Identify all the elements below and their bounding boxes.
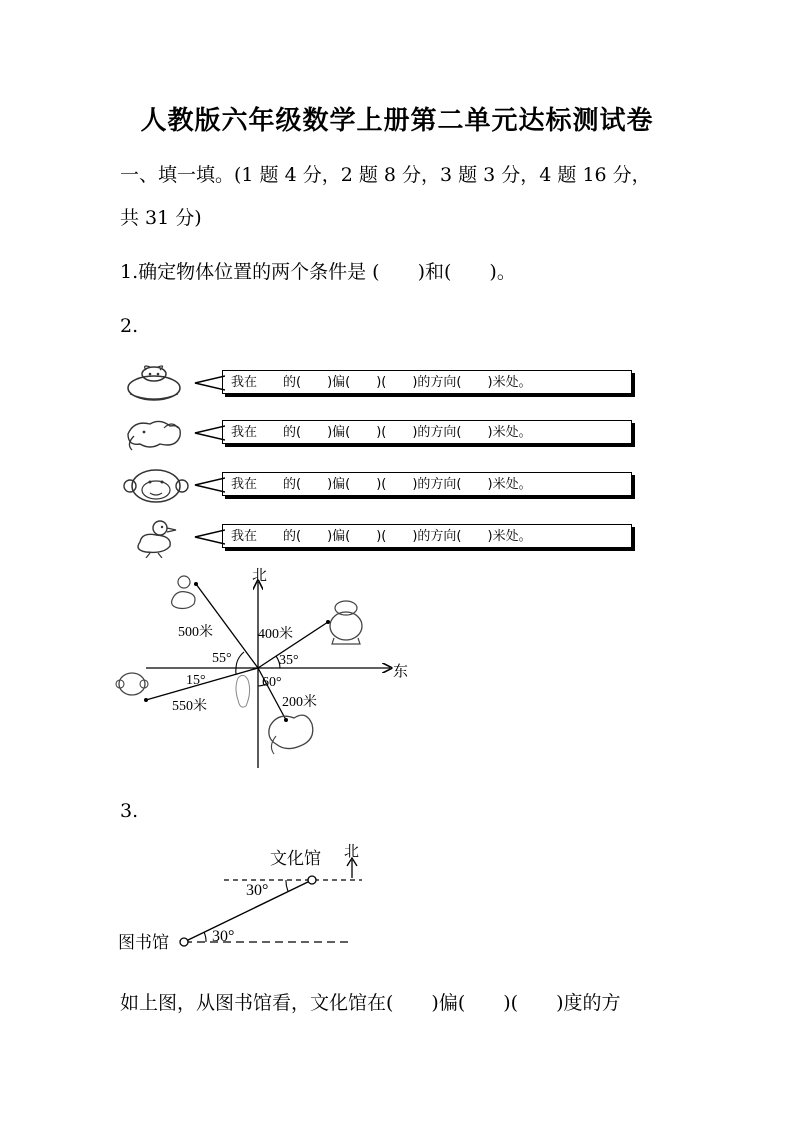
elephant-distance-label: 200米 bbox=[282, 695, 317, 710]
duck-angle-label: 55° bbox=[212, 651, 232, 666]
library-label: 图书馆 bbox=[118, 933, 169, 952]
question-2-number: 2. bbox=[120, 315, 139, 337]
speech-bubble: 我在 的( )偏( )( )的方向( )米处。 bbox=[222, 370, 632, 394]
angle-bottom-label: 30° bbox=[212, 928, 235, 945]
bubble-row-duck bbox=[118, 518, 638, 558]
rabbit-distance-label: 400米 bbox=[258, 627, 293, 642]
duck-icon bbox=[172, 576, 195, 609]
culture-hall-marker bbox=[308, 876, 316, 884]
squirrel-icon bbox=[236, 675, 250, 707]
bubble-tail bbox=[193, 526, 225, 548]
rabbit-icon bbox=[330, 601, 362, 644]
monkey-icon bbox=[116, 673, 148, 695]
section-heading-line2: 共 31 分) bbox=[120, 207, 202, 229]
elephant-icon bbox=[120, 414, 190, 454]
bubble-row-elephant bbox=[118, 414, 638, 454]
monkey-icon bbox=[120, 466, 190, 506]
rabbit-icon bbox=[120, 364, 190, 404]
speech-bubble: 我在 的( )偏( )( )的方向( )米处。 bbox=[222, 472, 632, 496]
angle-top-label: 30° bbox=[246, 882, 269, 899]
question-3-text: 如上图，从图书馆看，文化馆在( )偏( )( )度的方 bbox=[120, 992, 621, 1014]
page-title: 人教版六年级数学上册第二单元达标测试卷 bbox=[140, 106, 654, 136]
duck-icon bbox=[120, 518, 190, 558]
section-heading-line1: 一、填一填。(1 题 4 分，2 题 8 分，3 题 3 分，4 题 16 分， bbox=[120, 164, 651, 186]
culture-hall-label: 文化馆 bbox=[270, 849, 321, 868]
speech-bubble: 我在 的( )偏( )( )的方向( )米处。 bbox=[222, 420, 632, 444]
bubble-tail bbox=[193, 422, 225, 444]
direction-diagram bbox=[0, 560, 794, 780]
question-1: 1.确定物体位置的两个条件是 ( )和( )。 bbox=[120, 261, 516, 283]
bubble-tail bbox=[193, 372, 225, 394]
duck-distance-label: 500米 bbox=[178, 625, 213, 640]
question-3-number: 3. bbox=[120, 800, 139, 822]
bubble-row-monkey bbox=[118, 466, 638, 506]
bubble-row-rabbit bbox=[118, 364, 638, 404]
monkey-distance-label: 550米 bbox=[172, 699, 207, 714]
library-diagram bbox=[0, 838, 794, 958]
rabbit-angle-label: 35° bbox=[279, 653, 299, 668]
north-label-q3: 北 bbox=[344, 844, 360, 860]
monkey-angle-label: 15° bbox=[186, 673, 206, 688]
east-label: 东 bbox=[393, 664, 409, 680]
elephant-angle-label: 60° bbox=[262, 675, 282, 690]
bubble-tail bbox=[193, 474, 225, 496]
north-label: 北 bbox=[252, 568, 268, 584]
elephant-icon bbox=[269, 715, 313, 754]
speech-bubble: 我在 的( )偏( )( )的方向( )米处。 bbox=[222, 524, 632, 548]
library-marker bbox=[180, 938, 188, 946]
